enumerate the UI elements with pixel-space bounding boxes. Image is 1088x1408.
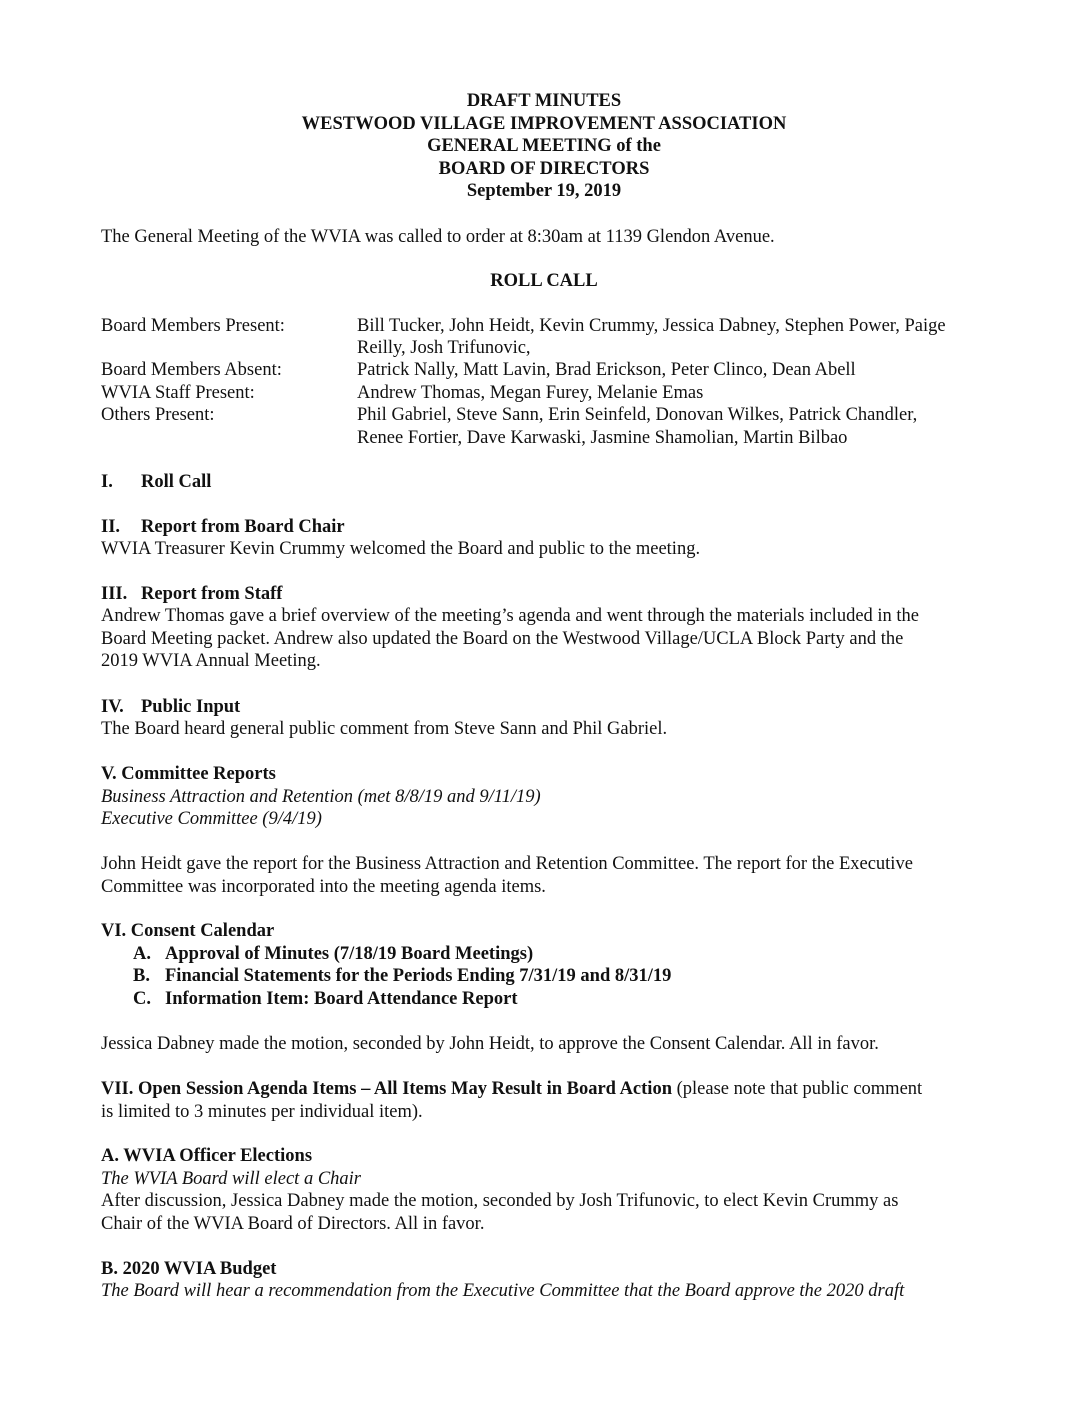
- section-number: IV.: [101, 697, 124, 717]
- item-text: Information Item: Board Attendance Report: [165, 989, 518, 1009]
- section-heading-budget: B. 2020 WVIA Budget: [101, 1259, 277, 1279]
- roll-call-value: Bill Tucker, John Heidt, Kevin Crummy, Jessica Dabney, Stephen Power, Paige: [357, 316, 946, 336]
- section-heading-officer-elections: A. WVIA Officer Elections: [101, 1146, 313, 1166]
- section-title: Public Input: [141, 697, 241, 717]
- section-body: Andrew Thomas gave a brief overview of the meeting’s agenda and went through the materials included in the: [101, 606, 920, 626]
- committee-item: Executive Committee (9/4/19): [101, 809, 322, 829]
- section-title: Report from Board Chair: [141, 517, 345, 537]
- section-body: Board Meeting packet. Andrew also updated the Board on the Westwood Village/UCLA Block Party and the: [101, 629, 904, 649]
- section-body: After discussion, Jessica Dabney made the motion, seconded by Josh Trifunovic, to elect Kevin Crummy as: [101, 1191, 899, 1211]
- document-header: [101, 90, 987, 203]
- item-letter: A.: [133, 944, 151, 964]
- section-number: III.: [101, 584, 128, 604]
- consent-item: [101, 943, 1013, 966]
- section-heading-staff-report: [101, 583, 981, 606]
- roll-call-label: WVIA Staff Present:: [101, 383, 255, 403]
- committee-item: Business Attraction and Retention (met 8/8/19 and 9/11/19): [101, 787, 541, 807]
- header-organization: WESTWOOD VILLAGE IMPROVEMENT ASSOCIATION: [301, 113, 787, 134]
- roll-call-value: Phil Gabriel, Steve Sann, Erin Seinfeld, Donovan Wilkes, Patrick Chandler,: [357, 405, 918, 425]
- agenda-description: The WVIA Board will elect a Chair: [101, 1169, 362, 1189]
- agenda-description: The Board will hear a recommendation from the Executive Committee that the Board approve the 2020 draft: [101, 1281, 905, 1301]
- header-title: DRAFT MINUTES: [466, 91, 622, 111]
- open-session-title: VII. Open Session Agenda Items – All Items May Result in Board Action: [101, 1079, 672, 1099]
- item-text: Approval of Minutes (7/18/19 Board Meetings): [165, 944, 534, 964]
- roll-call-value: Reilly, Josh Trifunovic,: [357, 338, 531, 358]
- section-heading-committee-reports: V. Committee Reports: [101, 764, 276, 784]
- item-letter: B.: [133, 966, 150, 986]
- section-heading-open-session: [101, 1078, 987, 1101]
- section-heading-roll-call: [101, 471, 981, 494]
- roll-call-label: Others Present:: [101, 405, 215, 425]
- item-letter: C.: [133, 989, 151, 1009]
- section-number: II.: [101, 517, 121, 537]
- section-heading-public-input: [101, 696, 981, 719]
- consent-item: [101, 988, 1013, 1011]
- roll-call-value: Patrick Nally, Matt Lavin, Brad Erickson, Peter Clinco, Dean Abell: [357, 360, 856, 380]
- section-heading-board-chair: [101, 516, 981, 539]
- section-body: Jessica Dabney made the motion, seconded by John Heidt, to approve the Consent Calendar. All in favor.: [101, 1034, 879, 1054]
- section-body: John Heidt gave the report for the Business Attraction and Retention Committee. The report for the Executive: [101, 854, 913, 874]
- header-date: September 19, 2019: [466, 181, 622, 201]
- consent-item: [101, 965, 1013, 988]
- open-session-note: (please note that public comment: [671, 1079, 923, 1099]
- header-board: BOARD OF DIRECTORS: [438, 158, 650, 179]
- header-meeting-type: GENERAL MEETING of the: [427, 136, 661, 156]
- section-title: Roll Call: [141, 472, 212, 492]
- section-body: 2019 WVIA Annual Meeting.: [101, 651, 321, 671]
- section-body: The Board heard general public comment from Steve Sann and Phil Gabriel.: [101, 719, 668, 739]
- section-body: Committee was incorporated into the meeting agenda items.: [101, 877, 546, 897]
- roll-call-label: Board Members Present:: [101, 316, 285, 336]
- section-body: WVIA Treasurer Kevin Crummy welcomed the Board and public to the meeting.: [101, 539, 701, 559]
- roll-call-title: ROLL CALL: [490, 271, 598, 291]
- section-heading-consent-calendar: VI. Consent Calendar: [101, 921, 275, 941]
- section-body: Chair of the WVIA Board of Directors. All in favor.: [101, 1214, 485, 1234]
- section-title: Report from Staff: [141, 584, 283, 604]
- roll-call-value: Andrew Thomas, Megan Furey, Melanie Emas: [357, 383, 704, 403]
- section-number: I.: [101, 472, 113, 492]
- section-body: is limited to 3 minutes per individual item).: [101, 1102, 423, 1122]
- item-text: Financial Statements for the Periods Ending 7/31/19 and 8/31/19: [165, 966, 672, 986]
- roll-call-label: Board Members Absent:: [101, 360, 282, 380]
- roll-call-value: Renee Fortier, Dave Karwaski, Jasmine Shamolian, Martin Bilbao: [357, 428, 848, 448]
- intro-paragraph: The General Meeting of the WVIA was called to order at 8:30am at 1139 Glendon Avenue.: [101, 227, 775, 247]
